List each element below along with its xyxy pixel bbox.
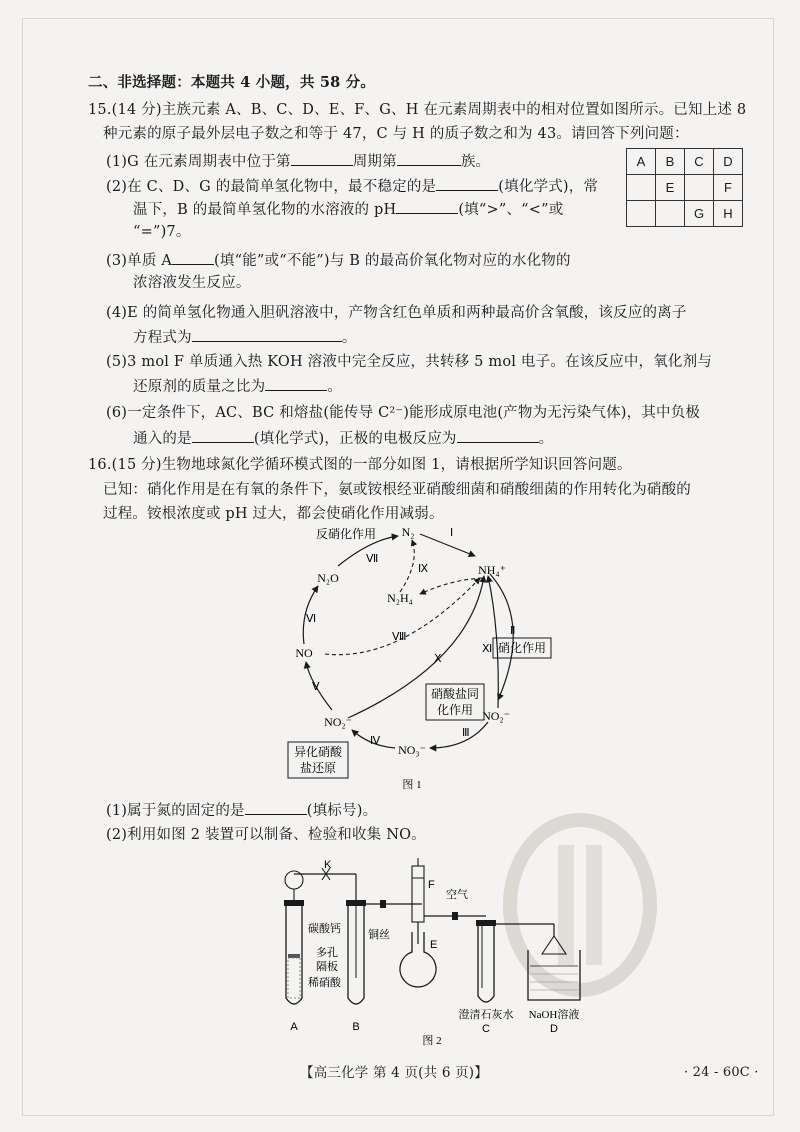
q16-stem-line3: 过程。铵根浓度或 pH 过大，都会使硝化作用减弱。 xyxy=(103,506,444,522)
label-porous-2: 隔板 xyxy=(316,961,338,973)
numeral-X: Ⅹ xyxy=(434,653,442,665)
answer-blank[interactable] xyxy=(397,151,461,166)
inverted-funnel xyxy=(542,936,566,954)
label-D: D xyxy=(550,1023,558,1035)
footer-code: · 24 - 60C · xyxy=(684,1065,759,1080)
label-nitrification: 硝化作用 xyxy=(497,641,547,655)
tube-C xyxy=(478,924,494,1002)
answer-blank[interactable] xyxy=(436,176,498,191)
species-N2H4: N₂H₄ xyxy=(387,591,413,605)
answer-blank[interactable] xyxy=(172,250,214,265)
label-naoh: NaOH溶液 xyxy=(528,1009,580,1021)
footer-page-info: 【高三化学 第 4 页(共 6 页)】 xyxy=(300,1065,488,1081)
q16-stem-line2: 已知：硝化作用是在有氧的条件下，氨或铵根经亚硝酸细菌和硝酸细菌的作用转化为硝酸的 xyxy=(103,482,691,498)
numeral-III: Ⅲ xyxy=(462,727,470,739)
label-limewater: 澄清石灰水 xyxy=(458,1009,514,1021)
label-assimilation-2: 化作用 xyxy=(436,703,474,717)
q15-part4-line2: 方程式为 。 xyxy=(133,327,357,348)
numeral-VI: Ⅵ xyxy=(306,613,317,625)
species-N2O: N₂O xyxy=(317,571,339,585)
species-NO: NO xyxy=(295,646,313,660)
species-NO3: NO₃⁻ xyxy=(398,743,426,757)
numeral-II: Ⅱ xyxy=(510,625,516,637)
label-hno3: 稀硝酸 xyxy=(308,977,341,989)
label-F: F xyxy=(428,879,435,891)
answer-blank[interactable] xyxy=(265,376,327,391)
label-B: B xyxy=(352,1021,360,1033)
q16-part2: (2)利用如图 2 装置可以制备、检验和收集 NO。 xyxy=(106,827,426,843)
answer-blank[interactable] xyxy=(291,151,353,166)
numeral-XI: Ⅺ xyxy=(482,643,493,655)
q16-stem-line1: 16.(15 分)生物地球氮化学循环模式图的一部分如图 1，请根据所学知识回答问题。 xyxy=(88,457,632,473)
label-air: 空气 xyxy=(446,889,468,901)
species-NO2-right: NO₂⁻ xyxy=(482,709,510,723)
q15-part6-line2: 通入的是 (填化学式)，正极的电极反应为 。 xyxy=(133,428,553,449)
numeral-V: Ⅴ xyxy=(312,681,320,693)
answer-blank[interactable] xyxy=(245,800,307,815)
q15-part3-line1: (3)单质 A (填“能”或“不能”)与 B 的最高价氧化物对应的水化物的 xyxy=(106,250,571,271)
q15-part6-line1: (6)一定条件下，AC、BC 和熔盐(能传导 C²⁻)能形成原电池(产物为无污染气体)，其中负极 xyxy=(106,405,701,421)
answer-blank[interactable] xyxy=(192,428,254,443)
species-NO2-left: NO₂⁻ xyxy=(324,715,352,729)
arrow-III xyxy=(430,722,488,748)
numeral-VII: Ⅶ xyxy=(366,553,379,565)
arrow-I xyxy=(420,534,475,556)
q15-part1: (1)G 在元素周期表中位于第 周期第 族。 xyxy=(106,151,490,172)
q15-part2-line2: 温下，B 的最简单氢化物的水溶液的 pH (填“>”、“<”或 xyxy=(133,199,563,220)
label-K: K xyxy=(324,859,332,871)
q15-stem-line2: 种元素的原子最外层电子数之和等于 47，C 与 H 的质子数之和为 43。请回答下列问题： xyxy=(103,126,689,142)
syringe-F[interactable] xyxy=(412,866,424,922)
label-dissimilatory-2: 盐还原 xyxy=(299,761,337,775)
arrow-VIII xyxy=(325,578,480,655)
label-porous-1: 多孔 xyxy=(316,947,338,959)
q15-part2-line1: (2)在 C、D、G 的最简单氢化物中，最不稳定的是 (填化学式)，常 xyxy=(106,176,598,197)
q15-part4-line1: (4)E 的简单氢化物通入胆矾溶液中，产物含红色单质和两种最高价含氧酸，该反应的离子 xyxy=(106,305,687,321)
q15-part5-line1: (5)3 mol F 单质通入热 KOH 溶液中完全反应，共转移 5 mol 电子。在该反应中，氧化剂与 xyxy=(106,354,713,370)
numeral-VIII: Ⅷ xyxy=(392,631,407,643)
figure2-caption: 图 2 xyxy=(422,1035,442,1047)
answer-blank[interactable] xyxy=(457,428,539,443)
q15-part5-line2: 还原剂的质量之比为 。 xyxy=(133,376,342,397)
species-N2: N₂ xyxy=(401,525,415,539)
periodic-table-fragment: A B C D E F G H xyxy=(626,148,743,227)
answer-blank[interactable] xyxy=(396,199,458,214)
apparatus-figure xyxy=(272,858,592,1048)
label-denitrification: 反硝化作用 xyxy=(315,527,377,541)
figure1-caption: 图 1 xyxy=(402,779,422,791)
label-C: C xyxy=(482,1023,490,1035)
label-caco3: 碳酸钙 xyxy=(308,923,341,935)
species-NH4: NH₄⁺ xyxy=(478,563,506,577)
label-assimilation-1: 硝酸盐同 xyxy=(430,687,480,701)
q15-stem-line1: 15.(14 分)主族元素 A、B、C、D、E、F、G、H 在元素周期表中的相对位置如图所示。已知上述 8 xyxy=(88,102,747,118)
nitrogen-cycle-figure xyxy=(270,522,560,792)
label-dissimilatory-1: 异化硝酸 xyxy=(293,745,343,759)
numeral-IV: Ⅳ xyxy=(370,735,381,747)
q15-part3-line2: 浓溶液发生反应。 xyxy=(133,275,251,291)
label-copper: 铜丝 xyxy=(368,929,390,941)
label-E: E xyxy=(430,939,438,951)
porous-plate xyxy=(288,954,300,958)
q16-part1: (1)属于氮的固定的是 (填标号)。 xyxy=(106,800,377,821)
answer-blank[interactable] xyxy=(192,327,342,342)
beaker-D xyxy=(528,950,580,1000)
arrow-II xyxy=(490,574,516,700)
section-heading: 二、非选择题：本题共 4 小题，共 58 分。 xyxy=(88,74,376,91)
arrow-IX xyxy=(400,540,414,592)
q15-part2-line3: “=”)7。 xyxy=(133,224,191,240)
numeral-IX: Ⅸ xyxy=(418,563,429,575)
label-A: A xyxy=(290,1021,298,1033)
numeral-I: Ⅰ xyxy=(450,527,454,539)
